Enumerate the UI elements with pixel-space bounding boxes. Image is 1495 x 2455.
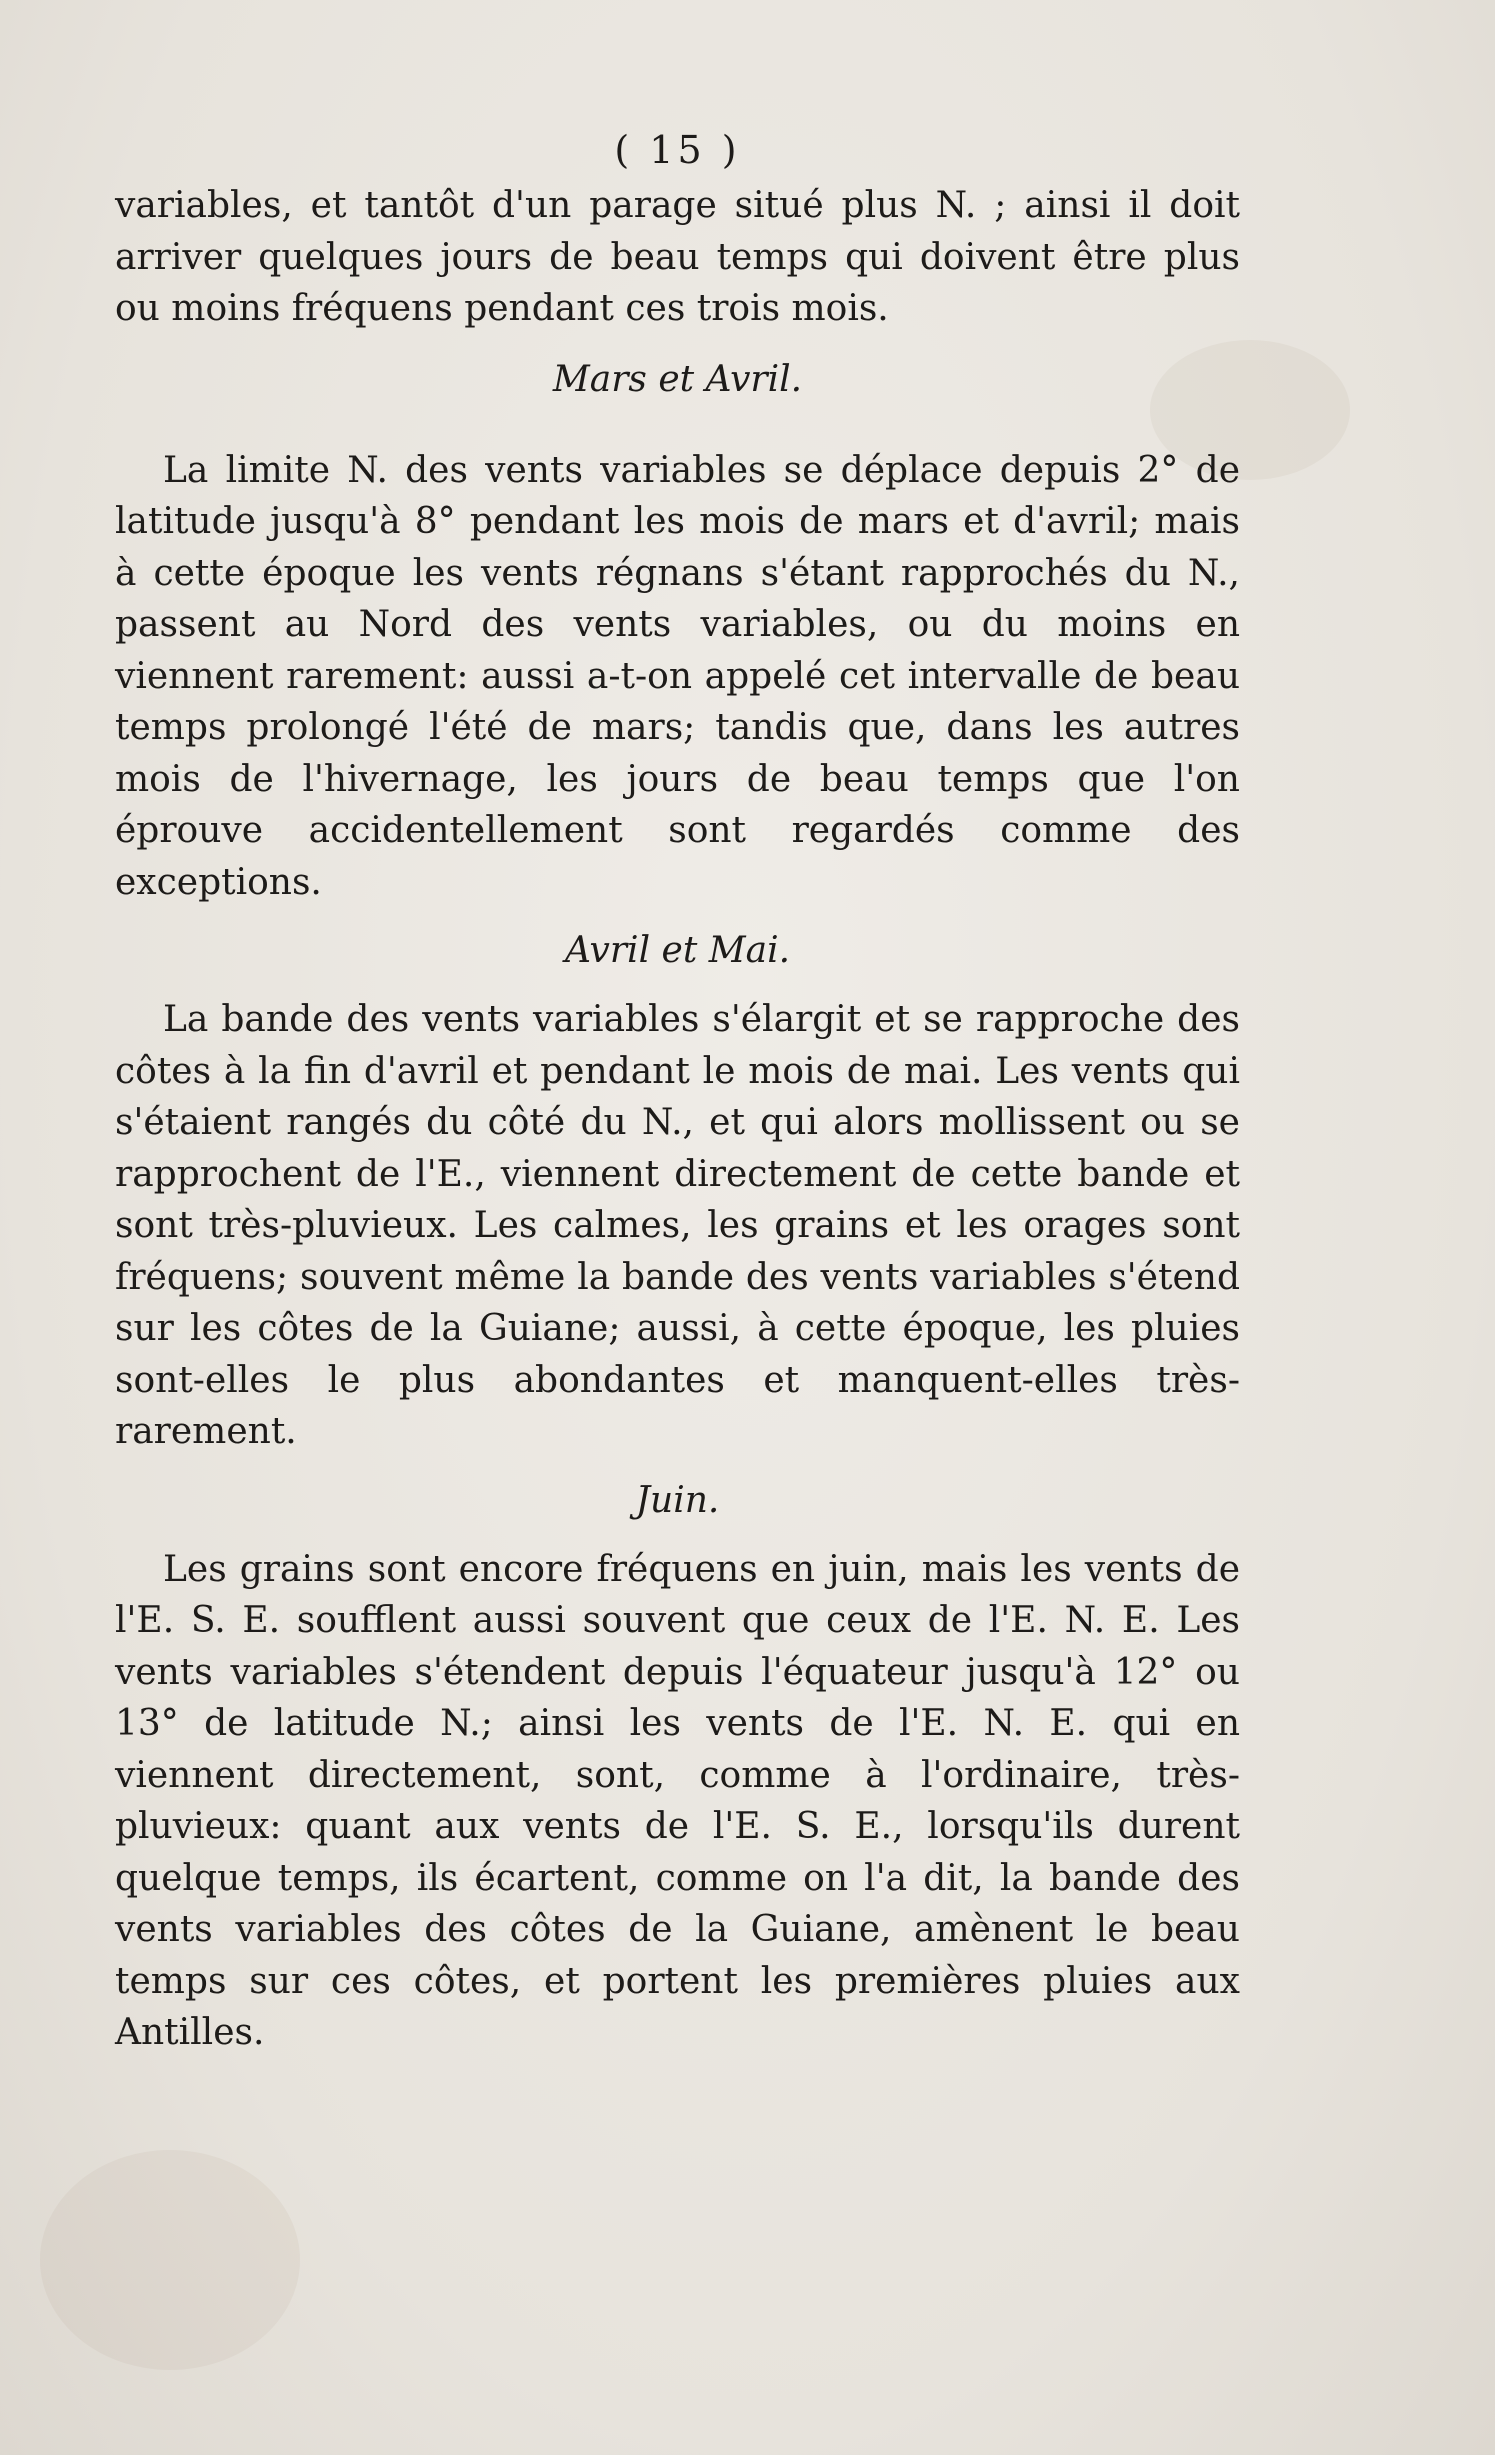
section-heading-mars-avril: Mars et Avril. — [552, 358, 803, 400]
paper-stain — [40, 2150, 300, 2370]
paragraph-continuation: variables, et tantôt d'un parage situé plus N. ; ainsi il doit arriver quelques jours de beau temps qui doivent être plus ou moins fréquens pendant ces trois mois. — [115, 185, 1240, 329]
paragraph-mars-avril: La limite N. des vents variables se déplace depuis 2° de latitude jusqu'à 8° pendant les mois de mars et d'avril; mais à cette époque les vents régnans s'étant rapprochés du N., passent au Nord des vents variables, ou du moins en viennent rarement: aussi a-t-on appelé cet intervalle de beau temps prolongé l'été de mars; tandis que, dans les autres mois de l'hivernage, les jours de beau temps que l'on éprouve accidentellement sont regardés comme des exceptions. — [115, 449, 1240, 903]
paragraph-juin: Les grains sont encore fréquens en juin, mais les vents de l'E. S. E. soufflent aussi souvent que ceux de l'E. N. E. Les vents variables s'étendent depuis l'équateur jusqu'à 12° ou 13° de latitude N.; ainsi les vents de l'E. N. E. qui en viennent directement, sont, comme à l'ordinaire, très-pluvieux: quant aux vents de l'E. S. E., lorsqu'ils durent quelque temps, ils écartent, comme on l'a dit, la bande des vents variables des côtes de la Guiane, amènent le beau temps sur ces côtes, et portent les premières pluies aux Antilles. — [115, 1548, 1240, 2053]
section-heading-avril-mai: Avril et Mai. — [564, 930, 791, 971]
page-number: ( 15 ) — [614, 128, 741, 172]
paragraph-avril-mai: La bande des vents variables s'élargit et se rapproche des côtes à la fin d'avril et pendant le mois de mai. Les vents qui s'étaient rangés du côté du N., et qui alors mollissent ou se rapprochent de l'E., viennent directement de cette bande et sont très-pluvieux. Les calmes, les grains et les orages sont fréquens; souvent même la bande des vents variables s'étend sur les côtes de la Guiane; aussi, à cette époque, les pluies sont-elles le plus abondantes et manquent-elles très-rarement. — [115, 999, 1240, 1452]
page-text — [115, 120, 1240, 2059]
section-heading-juin: Juin. — [635, 1479, 720, 1521]
